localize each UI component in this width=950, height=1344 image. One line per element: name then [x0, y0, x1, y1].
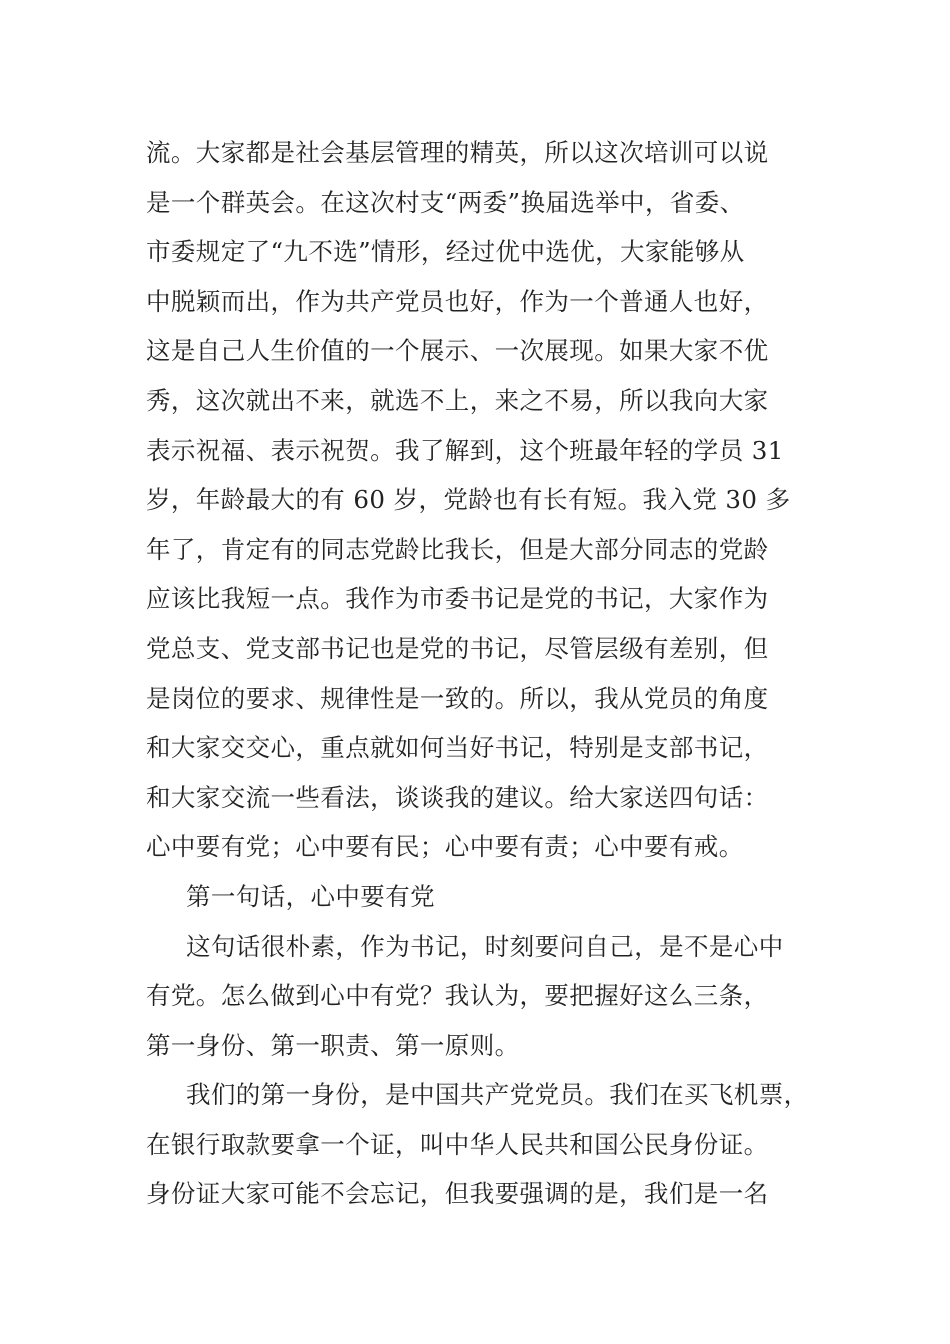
heading-line: 第一句话，心中要有党: [186, 881, 435, 911]
text-line: 流。大家都是社会基层管理的精英，所以这次培训可以说: [146, 138, 769, 167]
text-line: 第一身份、第一职责、第一原则。: [146, 1030, 520, 1060]
text-line: 我们的第一身份，是中国共产党党员。我们在买飞机票，: [186, 1080, 809, 1110]
text-line: 市委规定了“九不选”情形，经过优中选优，大家能够从: [146, 237, 745, 267]
body-text: [146, 128, 826, 1219]
text-line: 这句话很朴素，作为书记，时刻要问自己，是不是心中: [186, 931, 784, 961]
text-line: 是岗位的要求、规律性是一致的。所以，我从党员的角度: [146, 683, 769, 713]
paragraph: [146, 1070, 826, 1219]
text-line: 年了，肯定有的同志党龄比我长，但是大部分同志的党龄: [146, 534, 769, 564]
paragraph: [146, 128, 826, 872]
text-line: 应该比我短一点。我作为市委书记是党的书记，大家作为: [146, 584, 769, 614]
text-line: 是一个群英会。在这次村支“两委”换届选举中，省委、: [146, 187, 745, 217]
text-line: 岁，年龄最大的有 60 岁，党龄也有长有短。我入党 30 多: [146, 485, 791, 515]
text-line: 和大家交流一些看法，谈谈我的建议。给大家送四句话：: [146, 782, 769, 812]
text-line: 心中要有党；心中要有民；心中要有责；心中要有戒。: [146, 832, 744, 862]
text-line: 秀，这次就出不来，就选不上，来之不易，所以我向大家: [146, 385, 769, 415]
text-line: 表示祝福、表示祝贺。我了解到，这个班最年轻的学员 31: [146, 435, 784, 465]
text-line: 这是自己人生价值的一个展示、一次展现。如果大家不优: [146, 336, 769, 366]
text-line: 在银行取款要拿一个证，叫中华人民共和国公民身份证。: [146, 1129, 769, 1159]
text-line: 党总支、党支部书记也是党的书记，尽管层级有差别，但: [146, 633, 769, 663]
section-heading: [146, 872, 826, 922]
text-line: 和大家交交心，重点就如何当好书记，特别是支部书记，: [146, 733, 769, 763]
text-line: 有党。怎么做到心中有党？我认为，要把握好这么三条，: [146, 981, 769, 1011]
text-line: 中脱颖而出，作为共产党员也好，作为一个普通人也好，: [146, 286, 769, 316]
paragraph: [146, 922, 826, 1071]
text-line: 身份证大家可能不会忘记，但我要强调的是，我们是一名: [146, 1179, 769, 1209]
